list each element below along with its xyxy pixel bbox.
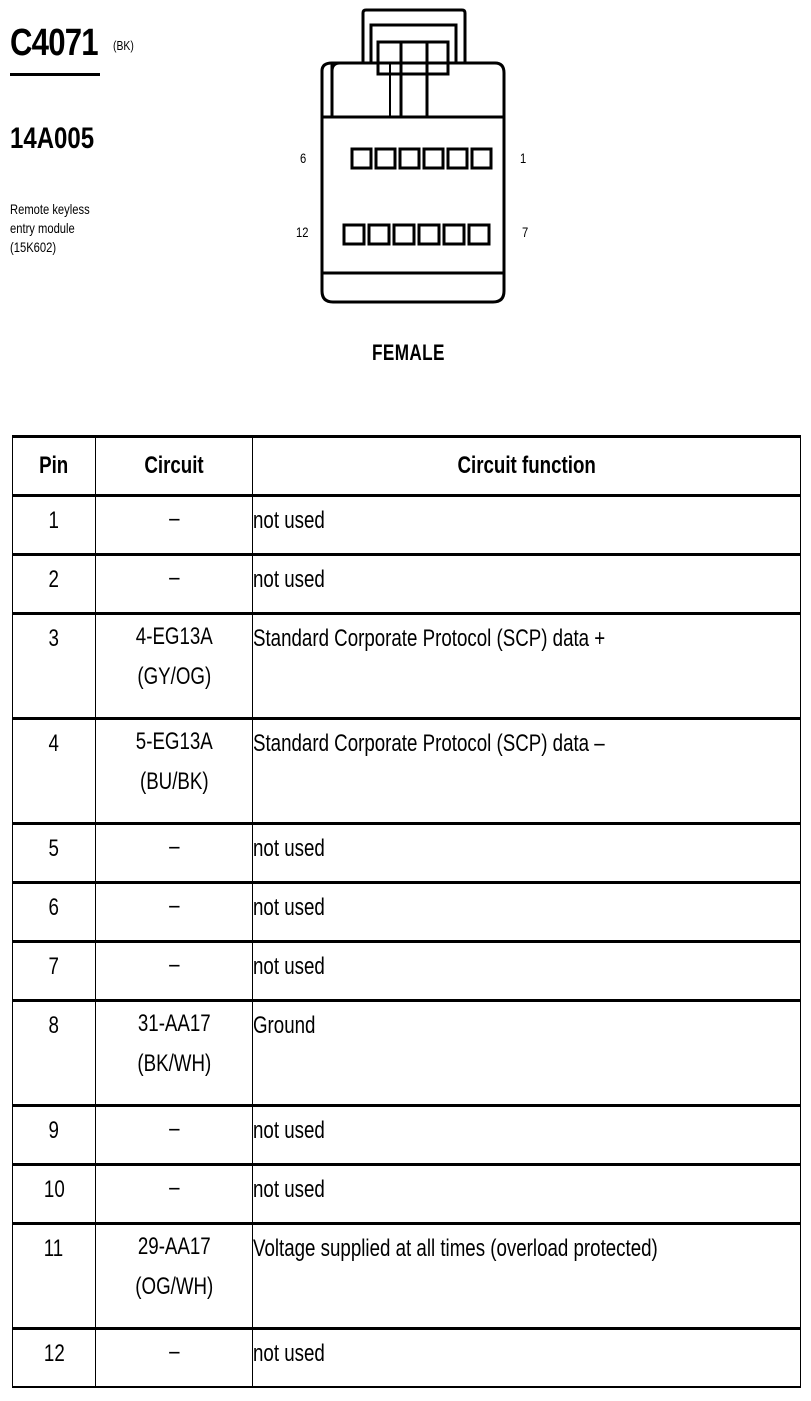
pin-cell: 10 xyxy=(13,1165,96,1224)
circuit-id: – xyxy=(168,951,180,978)
circuit-function-cell: Standard Corporate Protocol (SCP) data + xyxy=(253,614,801,719)
circuit-wire-color: (GY/OG) xyxy=(137,663,212,690)
table-row xyxy=(13,1329,801,1388)
pin-cell: 11 xyxy=(13,1224,96,1329)
table-row xyxy=(13,1106,801,1165)
connector-color: (BK) xyxy=(113,38,134,53)
pin-cell: 5 xyxy=(13,824,96,883)
circuit-cell xyxy=(95,1224,253,1329)
circuit-id: – xyxy=(168,564,180,591)
circuit-id: – xyxy=(168,1174,180,1201)
circuit-function-cell: not used xyxy=(253,883,801,942)
circuit-function-cell: Standard Corporate Protocol (SCP) data – xyxy=(253,719,801,824)
circuit-cell xyxy=(95,824,253,883)
table-row xyxy=(13,1001,801,1106)
circuit-id: – xyxy=(168,892,180,919)
table-row xyxy=(13,883,801,942)
table-row xyxy=(13,555,801,614)
circuit-function-cell: not used xyxy=(253,824,801,883)
circuit-id: – xyxy=(168,505,180,532)
circuit-wire-color: (OG/WH) xyxy=(135,1273,214,1300)
circuit-cell xyxy=(95,1165,253,1224)
connector-gender: FEMALE xyxy=(372,340,445,365)
header-circuit: Circuit xyxy=(95,437,253,496)
circuit-function-cell: not used xyxy=(253,496,801,555)
circuit-function-cell: not used xyxy=(253,1106,801,1165)
pin-cell: 3 xyxy=(13,614,96,719)
connector-face-diagram xyxy=(290,5,530,310)
circuit-function-cell: not used xyxy=(253,1329,801,1388)
connector-body xyxy=(322,63,504,302)
circuit-cell xyxy=(95,555,253,614)
circuit-function-cell: not used xyxy=(253,555,801,614)
description-line: Remote keyless xyxy=(10,201,90,217)
pin-cell: 4 xyxy=(13,719,96,824)
pin-cell: 8 xyxy=(13,1001,96,1106)
pin-cell: 12 xyxy=(13,1329,96,1388)
circuit-id: – xyxy=(168,1115,180,1142)
pin-label-bottom-left: 12 xyxy=(296,224,309,240)
table-row xyxy=(13,496,801,555)
circuit-cell xyxy=(95,942,253,1001)
table-row xyxy=(13,824,801,883)
circuit-cell xyxy=(95,1106,253,1165)
circuit-cell xyxy=(95,1329,253,1388)
circuit-function-cell: Voltage supplied at all times (overload protected) xyxy=(253,1224,801,1329)
pin-label-top-left: 6 xyxy=(300,150,307,166)
description-line: (15K602) xyxy=(10,239,57,255)
circuit-function-cell: not used xyxy=(253,1165,801,1224)
table-header-row xyxy=(13,437,801,496)
table-row xyxy=(13,1224,801,1329)
table-row xyxy=(13,614,801,719)
pin-label-top-right: 1 xyxy=(520,150,527,166)
description-line: entry module xyxy=(10,220,75,236)
circuit-wire-color: (BU/BK) xyxy=(139,768,209,795)
connector-id: C4071 xyxy=(10,22,98,64)
circuit-cell xyxy=(95,1001,253,1106)
pin-label-bottom-right: 7 xyxy=(522,224,529,240)
circuit-id: 31-AA17 xyxy=(137,1010,211,1037)
circuit-function-cell: not used xyxy=(253,942,801,1001)
circuit-cell xyxy=(95,883,253,942)
circuit-wire-color: (BK/WH) xyxy=(137,1050,212,1077)
circuit-id: 29-AA17 xyxy=(137,1233,211,1260)
pin-cell: 9 xyxy=(13,1106,96,1165)
connector-latch-tab xyxy=(378,42,448,74)
pin-cell: 1 xyxy=(13,496,96,555)
circuit-cell xyxy=(95,614,253,719)
part-number: 14A005 xyxy=(10,122,95,155)
connector-latch-window xyxy=(371,25,456,63)
circuit-id: – xyxy=(168,833,180,860)
table-row xyxy=(13,1165,801,1224)
connector-id-underline xyxy=(10,73,100,76)
cavity-row-bottom xyxy=(344,225,489,244)
pin-cell: 7 xyxy=(13,942,96,1001)
circuit-function-cell: Ground xyxy=(253,1001,801,1106)
circuit-cell xyxy=(95,496,253,555)
component-description xyxy=(10,200,90,257)
circuit-id: 5-EG13A xyxy=(135,728,213,755)
pin-cell: 6 xyxy=(13,883,96,942)
table-row xyxy=(13,942,801,1001)
circuit-id: – xyxy=(168,1338,180,1365)
header-circuit-function: Circuit function xyxy=(253,437,801,496)
table-row xyxy=(13,719,801,824)
header-pin: Pin xyxy=(13,437,96,496)
pinout-table xyxy=(12,435,801,1388)
circuit-id: 4-EG13A xyxy=(135,623,213,650)
cavity-row-top xyxy=(352,149,491,168)
circuit-cell xyxy=(95,719,253,824)
pin-cell: 2 xyxy=(13,555,96,614)
